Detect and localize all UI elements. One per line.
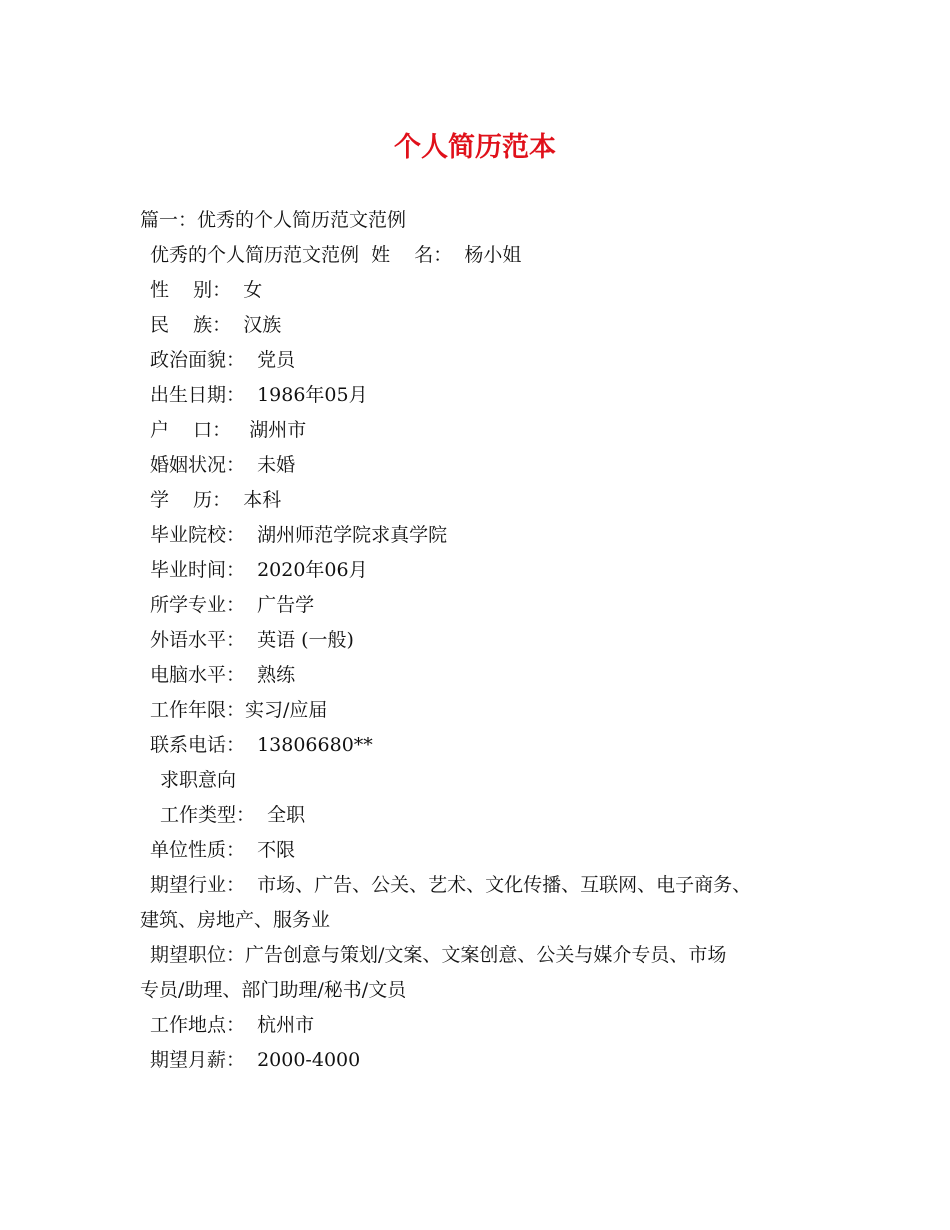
industry-line: 期望行业： 市场、广告、公关、艺术、文化传播、互联网、电子商务、 [150, 874, 752, 896]
resume-body [140, 203, 840, 1078]
computer-skill-line: 电脑水平： 熟练 [150, 664, 296, 686]
section-heading: 篇一：优秀的个人简历范文范例 [140, 209, 407, 231]
gender-line: 性 别： 女 [150, 279, 263, 301]
job-intention-heading: 求职意向 [160, 769, 237, 791]
school-line: 毕业院校： 湖州师范学院求真学院 [150, 524, 448, 546]
salary-line: 期望月薪： 2000-4000 [150, 1049, 361, 1071]
work-location-line: 工作地点： 杭州市 [150, 1014, 315, 1036]
marital-status-line: 婚姻状况： 未婚 [150, 454, 296, 476]
education-line: 学 历： 本科 [150, 489, 282, 511]
birth-date-line: 出生日期： 1986年05月 [150, 384, 368, 406]
hukou-line: 户 口： 湖州市 [150, 419, 307, 441]
work-years-line: 工作年限：实习/应届 [150, 699, 328, 721]
company-type-line: 单位性质： 不限 [150, 839, 296, 861]
political-status-line: 政治面貌： 党员 [150, 349, 296, 371]
graduation-date-line: 毕业时间： 2020年06月 [150, 559, 368, 581]
name-line: 优秀的个人简历范文范例 姓 名： 杨小姐 [150, 244, 522, 266]
language-line: 外语水平： 英语 (一般) [150, 629, 354, 651]
position-line: 期望职位：广告创意与策划/文案、文案创意、公关与媒介专员、市场 [150, 944, 727, 966]
page-title: 个人简历范本 [394, 132, 556, 163]
position-line-continued: 专员/助理、部门助理/秘书/文员 [140, 979, 407, 1001]
job-type-line: 工作类型： 全职 [160, 804, 306, 826]
ethnicity-line: 民 族： 汉族 [150, 314, 282, 336]
industry-line-continued: 建筑、房地产、服务业 [140, 909, 331, 931]
phone-line: 联系电话： 13806680** [150, 734, 373, 756]
major-line: 所学专业： 广告学 [150, 594, 315, 616]
